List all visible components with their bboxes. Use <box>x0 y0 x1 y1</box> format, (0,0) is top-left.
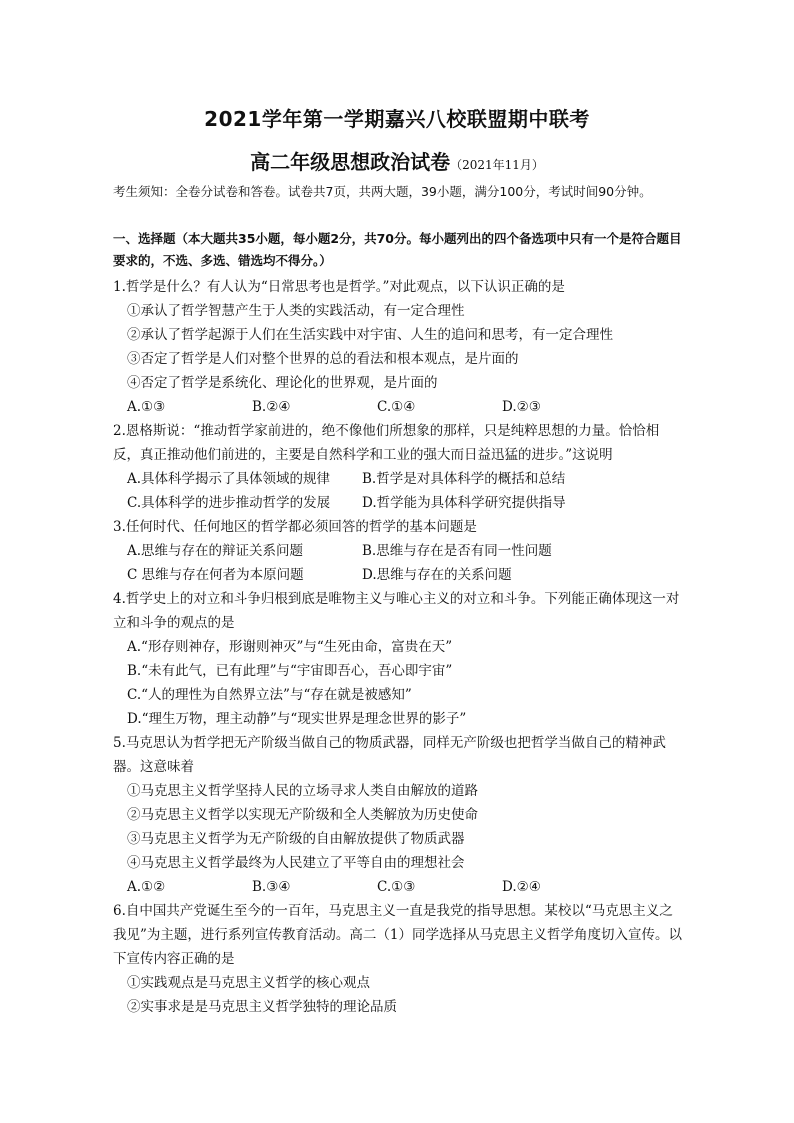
option-d: D.“理生万物，理主动静”与“现实世界是理念世界的影子” <box>127 711 467 727</box>
statement-item: ②承认了哲学起源于人们在生活实践中对宇宙、人生的追问和思考，有一定合理性 <box>127 327 613 343</box>
option-d: D.②④ <box>502 879 541 895</box>
question-3 <box>113 515 683 587</box>
option-a: A.①③ <box>127 399 166 415</box>
statement-item: ③否定了哲学是人们对整个世界的总的看法和根本观点，是片面的 <box>127 351 519 367</box>
option-b: B.哲学是对具体科学的概括和总结 <box>362 471 566 487</box>
option-c: C.①③ <box>377 879 416 895</box>
option-d: D.②③ <box>502 399 541 415</box>
option-b: B.②④ <box>252 399 291 415</box>
option-d: D.哲学能为具体科学研究提供指导 <box>362 495 566 511</box>
answer-options <box>113 875 683 899</box>
option-c: C.具体科学的进步推动哲学的发展 <box>127 495 331 511</box>
question-stem: 4.哲学史上的对立和斗争归根到底是唯物主义与唯心主义的对立和斗争。下列能正确体现这一对立和斗争的观点的是 <box>113 591 680 631</box>
question-stem: 5.马克思认为哲学把无产阶级当做自己的物质武器，同样无产阶级也把哲学当做自己的精神武器。这意味着 <box>113 735 666 775</box>
answer-options <box>113 563 683 587</box>
option-b: B.“未有此气，已有此理”与“宇宙即吾心，吾心即宇宙” <box>127 663 453 679</box>
option-c: C.“人的理性为自然界立法”与“存在就是被感知” <box>127 687 412 703</box>
option-b: B.③④ <box>252 879 291 895</box>
exam-subtitle <box>0 146 794 175</box>
statement-item: ②实事求是是马克思主义哲学独特的理论品质 <box>127 999 397 1015</box>
answer-options <box>113 467 683 491</box>
exam-date: （2021年11月） <box>450 158 544 172</box>
option-b: B.思维与存在是否有同一性问题 <box>362 543 552 559</box>
section-heading: 一、选择题（本大题共35小题，每小题2分，共70分。每小题列出的四个备选项中只有一个是符合题目要求的，不选、多选、错选均不得分。） <box>113 231 682 268</box>
statement-item: ①承认了哲学智慧产生于人类的实践活动，有一定合理性 <box>127 303 465 319</box>
statement-item: ①实践观点是马克思主义哲学的核心观点 <box>127 975 370 991</box>
statement-item: ①马克思主义哲学坚持人民的立场寻求人类自由解放的道路 <box>127 783 478 799</box>
question-stem: 6.自中国共产党诞生至今的一百年，马克思主义一直是我党的指导思想。某校以“马克思主义之我见”为主题，进行系列宣传教育活动。高二（1）同学选择从马克思主义哲学角度切入宣传。以下宣传内容正确的是 <box>113 903 682 967</box>
question-1 <box>113 275 683 419</box>
option-c: C.①④ <box>377 399 416 415</box>
question-4 <box>113 587 683 731</box>
option-a: A.具体科学揭示了具体领域的规律 <box>127 471 331 487</box>
statement-item: ④马克思主义哲学最终为人民建立了平等自由的理想社会 <box>127 855 465 871</box>
subject-title: 高二年级思想政治试卷 <box>250 150 451 174</box>
option-a: A.“形存则神存，形谢则神灭”与“生死由命，富贵在天” <box>127 639 453 655</box>
option-a: A.①② <box>127 879 166 895</box>
question-6 <box>113 899 683 1019</box>
question-stem: 1.哲学是什么？有人认为“日常思考也是哲学。”对此观点，以下认识正确的是 <box>113 279 565 295</box>
question-list <box>113 275 683 1019</box>
question-stem: 3.任何时代、任何地区的哲学都必须回答的哲学的基本问题是 <box>113 519 477 535</box>
option-d: D.思维与存在的关系问题 <box>362 567 512 583</box>
question-5 <box>113 731 683 899</box>
statement-item: ③马克思主义哲学为无产阶级的自由解放提供了物质武器 <box>127 831 465 847</box>
statement-item: ②马克思主义哲学以实现无产阶级和全人类解放为历史使命 <box>127 807 478 823</box>
option-a: A.思维与存在的辩证关系问题 <box>127 543 304 559</box>
question-2 <box>113 419 683 515</box>
answer-options <box>113 395 683 419</box>
statement-item: ④否定了哲学是系统化、理论化的世界观，是片面的 <box>127 375 438 391</box>
option-c: C 思维与存在何者为本原问题 <box>127 567 304 583</box>
answer-options <box>113 491 683 515</box>
answer-options <box>113 539 683 563</box>
exam-title: 2021学年第一学期嘉兴八校联盟期中联考 <box>204 107 590 131</box>
exam-instructions: 考生须知：全卷分试卷和答卷。试卷共7页，共两大题，39小题，满分100分，考试时间90分钟。 <box>113 184 652 199</box>
question-stem: 2.恩格斯说：“推动哲学家前进的，绝不像他们所想象的那样，只是纯粹思想的力量。恰恰相反，真正推动他们前进的，主要是自然科学和工业的强大而日益迅猛的进步。”这说明 <box>113 423 660 463</box>
